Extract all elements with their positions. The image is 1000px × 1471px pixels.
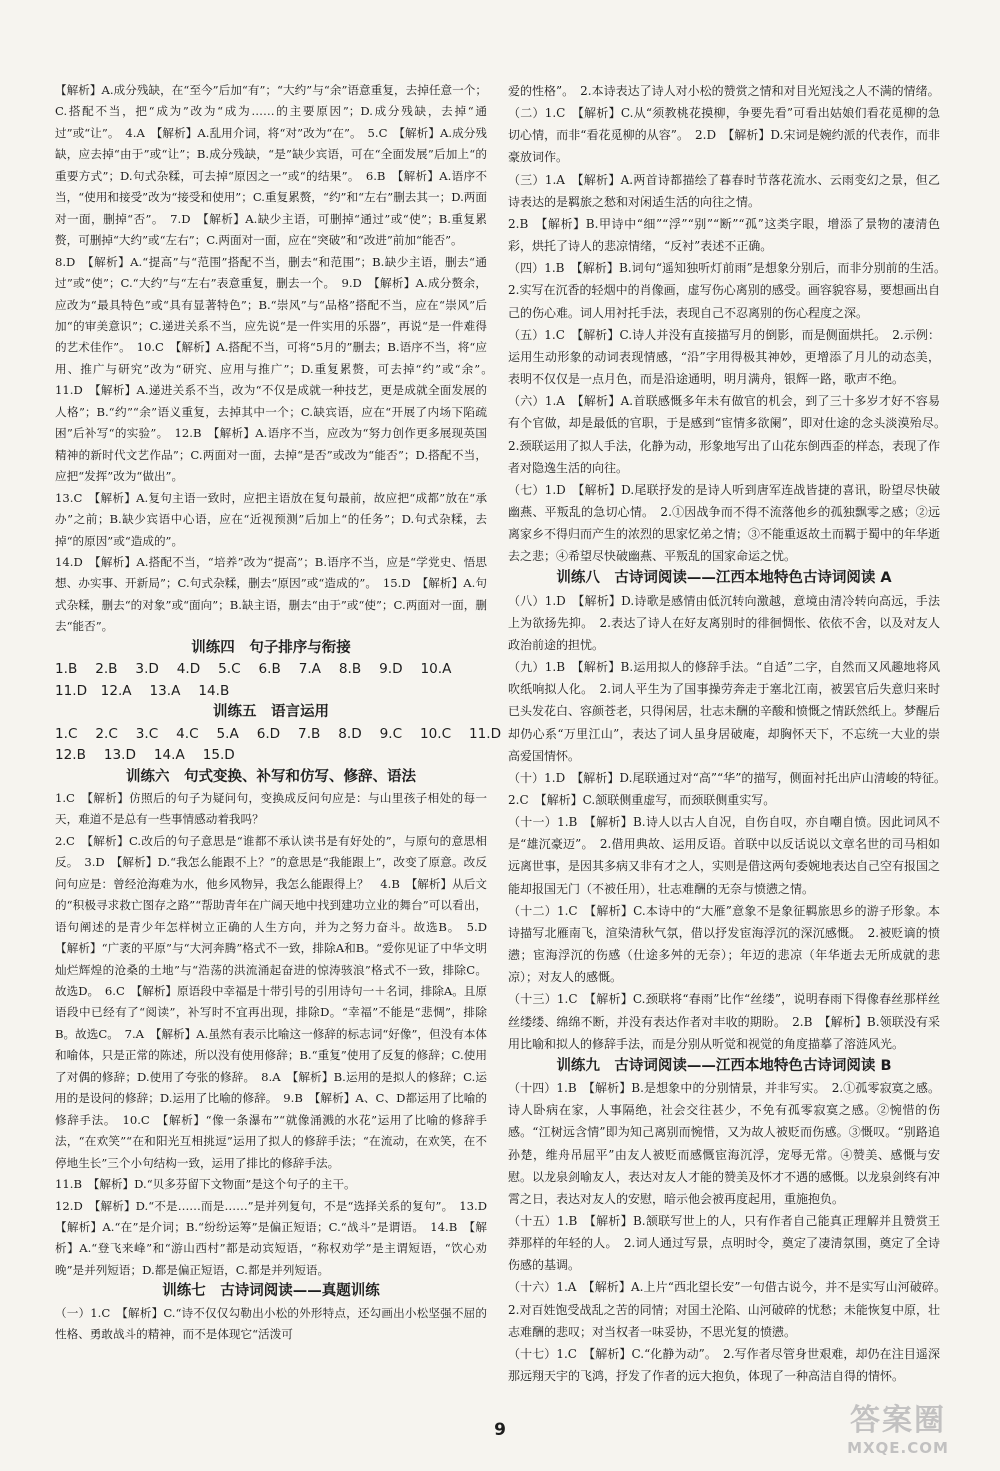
answer-paragraph: （二）1.C 【解析】C.从“须教桃花摸柳，争要先看”可看出姑娘们看花觅柳的急切心情，而非“看花觅柳的从容”。 2.D 【解析】D.宋词是婉约派的代表作，而非豪放词作。 bbox=[508, 106, 940, 165]
answer-paragraph: 1.C 【解析】仿照后的句子为疑问句，变换成反问句应是：与山里孩子相处的每一天，难道不是总有一些事情感动着我吗？ bbox=[55, 790, 487, 827]
answer-paragraph: （十二）1.C 【解析】C.本诗中的“大雁”意象不是象征羁旅思乡的游子形象。本诗描写北雁南飞，渲染清秋气氛，借以抒发宦海浮沉的深沉感慨。 2.被贬谪的愤懑；宦海浮沉的伤感（仕途多舛的无奈）；年迈的悲凉（年华逝去无所成就的悲凉）；对友人的感慨。 bbox=[508, 903, 940, 985]
watermark-title: 答案圈 bbox=[850, 1403, 946, 1438]
watermark-url: MXQE.COM bbox=[847, 1439, 949, 1457]
section-heading: 训练五 语言运用 bbox=[213, 704, 329, 721]
watermark-logo bbox=[818, 1395, 978, 1457]
answer-paragraph: （十七）1.C 【解析】C.“化静为动”。 2.写作者尽管身世艰难，却仍在注目遥深那远翔天宇的飞鸿，抒发了作者的远大抱负，体现了一种高洁自得的情怀。 bbox=[508, 1346, 940, 1384]
answer-paragraph: 2.C 【解析】C.改后的句子意思是“谁都不承认读书是有好处的”，与原句的意思相反。 3.D 【解析】D.“我怎么能跟不上？”的意思是“我能跟上”，改变了原意。改反问句应是：曾经沧海难为水，他乡风物异，我怎么能跟得上？ 4.B 【解析】从后文的“积极寻求救亡图存之路”“帮助青年在广阔天地中找到建功立业的舞台”可以看出，语句阐述的是青少年怎样树立正确的人生方向，并为之努力奋斗。故选B。 5.D 【解析】“广袤的平原”与“大河奔腾”格式不一致，排除A和B。“爱你见证了中华文明灿烂辉煌的沧桑的土地”与“浩荡的洪流涌起奋进的惊涛骇浪”格式不一致，排除C。故选D。 6.C 【解析】原语段中幸福是十带引号的引用诗句一＋名词，排除A。且原语段中已经有了“阅读”，补写时不宜再出现，排除D。“幸福”不能是“悲惆”，排除B。故选C。 7.A 【解析】A.虽然有表示比喻这一修辞的标志词“好像”，但没有本体和喻体，只是正常的陈述，所以没有使用修辞；B.“重复”使用了反复的修辞；C.使用了对偶的修辞；D.使用了夸张的修辞。 8.A 【解析】B.运用的是拟人的修辞；C.运用的是设问的修辞；D.运用了比喻的修辞。 9.B 【解析】A、C、D都运用了比喻的修辞手法。 10.C 【解析】“像一条瀑布”“就像涌溅的水花”运用了比喻的修辞手法，“在欢笑”“在和阳光互相挑逗”运用了拟人的修辞手法；“在流动，在欢笑，在不停地生长”三个小句结构一致，运用了排比的修辞手法。 bbox=[55, 833, 499, 1170]
answer-paragraph: （十六）1.A 【解析】A.上片“西北望长安”一句借古说今，并不是实写山河破碎。 2.对百姓饱受战乱之苦的同情；对国土沦陷、山河破碎的忧愁；未能恢复中原，壮志难酬的悲叹；对当权者一味妥协，不思光复的愤懑。 bbox=[508, 1280, 953, 1339]
section-heading: 训练八 古诗词阅读——江西本地特色古诗词阅读 A bbox=[556, 570, 892, 587]
answer-paragraph: （十）1.D 【解析】D.尾联通过对“高”“华”的描写，侧面衬托出庐山清峻的特征。 2.C 【解析】C.颔联侧重虚写，而颈联侧重实写。 bbox=[508, 770, 953, 807]
answer-paragraph: （六）1.A 【解析】A.首联感慨多年未有做官的机会，到了三十多岁才好不容易有个官做，却是最低的官职，于是感到“宦情多欲阑”，即对仕途的念头淡漠殆尽。 2.颈联运用了拟人手法，化静为动，形象地写出了山花东倒西歪的样态，表现了作者对隐逸生活的向往。 bbox=[508, 394, 953, 475]
section-heading: 训练七 古诗词阅读——真题训练 bbox=[162, 1283, 380, 1300]
answer-paragraph: （十四）1.B 【解析】B.是想象中的分别情景，并非写实。 2.①孤零寂寞之感。诗人卧病在家，人事隔绝，社会交往甚少，不免有孤零寂寞之感。②惋惜的伤感。“江树远含情”即为知己离别而惋惜，又为故人被贬而伤感。③慨叹。“别路追孙楚，维舟吊屈平”由友人被贬而感慨宦海沉浮，宠辱无常。④赞美、感慨与安慰。以龙泉剑喻友人，表达对友人才能的赞美及怀才不遇的感慨。以龙泉剑终有冲霄之日，表达对友人的安慰，暗示他会被再度起用，重施抱负。 bbox=[508, 1081, 941, 1206]
answer-paragraph: （一）1.C 【解析】C.“诗不仅仅勾勒出小松的外形特点，还勾画出小松坚强不屈的性格、勇敢战斗的精神，而不是体现它“活泼可 bbox=[55, 1305, 487, 1342]
left-column bbox=[55, 80, 502, 1346]
answer-paragraph: （十五）1.B 【解析】B.颔联写世上的人，只有作者自己能真正理解并且赞赏王莽那样的年轻的人。 2.词人通过写景，点明时令，奠定了凄清氛围，奠定了全诗伤感的基调。 bbox=[508, 1213, 940, 1273]
page-number: 9 bbox=[494, 1420, 506, 1440]
answer-grid: 1.B 2.B 3.D 4.D 5.C 6.B 7.A 8.B 9.D 10.A 11.D 12.A 13.A 14.B bbox=[55, 661, 452, 699]
answer-paragraph: （五）1.C 【解析】C.诗人并没有直接描写月的倒影，而是侧面烘托。 2.示例：运用生动形象的动词表现情感，“沿”字用得极其神妙，更增添了月儿的动态美，表明不仅仅是一点月色，而是沿途通明，明月满舟，银辉一路，歌声不绝。 bbox=[508, 327, 940, 387]
answer-paragraph: （八）1.D 【解析】D.诗歌是感情由低沉转向激越，意境由清冷转向高远，手法上为欲扬先抑。 2.表达了诗人在好友离别时的徘徊惆怅、依依不舍，以及对友人政治前途的担忧。 bbox=[508, 593, 940, 652]
answer-paragraph: 2.B 【解析】B.甲诗中“细”“浮”“别”“断”“孤”这类字眼，增添了景物的凄清色彩，烘托了诗人的悲凉情绪，“反衬”表述不正确。 bbox=[508, 216, 940, 254]
answer-grid: 1.C 2.C 3.C 4.C 5.A 6.D 7.B 8.D 9.C 10.C 11.D 12.B 13.D 14.A 15.D bbox=[55, 725, 502, 764]
answer-paragraph: 11.B 【解析】D.“贝多芬留下文物面”是这个句子的主干。 bbox=[55, 1177, 356, 1192]
answer-paragraph: 8.D 【解析】A.“提高”与“范围”搭配不当，删去“和范围”；B.缺少主语，删去“通过”或“使”；C.“大约”与“左右”表意重复，删去一个。 9.D 【解析】A.成分赘余，应改为“最具特色”或“具有显著特色”；B.“崇风”与“品格”搭配不当，应在“崇风”后加“的审美意识”；C.递进关系不当，应先说“是一件实用的乐器”，再说“是一件难得的艺术佳作”。 10.C 【解析】A.搭配不当，可将“5月的”删去；B.语序不当，将“应用、推广与研究”改为“研究、应用与推广”；D.重复累赘，可去掉“约”或“余”。 11.D 【解析】A.递进关系不当，改为“不仅是成就一种技艺，更是成就全面发展的人格”；B.“约”“余”语义重复，去掉其中一个；C.缺宾语，应在“开展了内场下陷疏困”后补写“的实验”。 12.B 【解析】A.语序不当，应改为“努力创作更多展现英国精神的新时代文艺作品”；C.两面对一面，去掉“是否”或改为“能否”；D.搭配不当，应把“发挥”改为“做出”。 bbox=[55, 254, 499, 484]
answer-paragraph: （四）1.B 【解析】B.词句“遥知独听灯前雨”是想象分别后，而非分别前的生活。 2.实写在沉香的轻烟中的肖像画，虚写伤心离别的感受。画容貌容易，要想画出自己的伤心难。词人用衬托手法，表现自己不忍离别的伤心程度之深。 bbox=[508, 261, 953, 320]
answer-paragraph: （三）1.A 【解析】A.两首诗都描绘了暮春时节落花流水、云雨变幻之景，但乙诗表达的是羁旅之愁和对闲适生活的向往之情。 bbox=[508, 172, 940, 209]
answer-paragraph: （九）1.B 【解析】B.运用拟人的修辞手法。“自适”二字，自然而又风趣地将风吹纸响拟人化。 2.词人平生为了国事操劳奔走于塞北江南，被罢官后失意归来时已头发花白、容颜苍老，只得闲居，壮志未酬的辛酸和愤慨之情跃然纸上。梦醒后却仍心系“万里江山”，表达了词人虽身居破庵，却胸怀天下，不忘统一大业的崇高爱国情怀。 bbox=[508, 660, 941, 763]
answer-paragraph: 14.D 【解析】A.搭配不当，“培养”改为“提高”；B.语序不当，应是“学党史、悟思想、办实事、开新局”；C.句式杂糅，删去“原因”或“造成的”。 15.D 【解析】A.句式杂糅，删去“的对象”或“面向”；B.缺主语，删去“由于”或“使”；C.两面对一面，删去“能否”。 bbox=[55, 554, 487, 634]
answer-paragraph: （十三）1.C 【解析】C.颈联将“春雨”比作“丝缕”，说明春雨下得像春丝那样丝丝缕缕、绵绵不断，并没有表达作者对丰收的期盼。 2.B 【解析】B.领联没有采用比喻和拟人的修辞手法，而是分别从听觉和视觉的角度描摹了溶涟风光。 bbox=[508, 992, 940, 1051]
answer-paragraph: 13.C 【解析】A.复句主语一致时，应把主语放在复句最前，故应把“成都”放在“承办”之前；B.缺少宾语中心语，应在“近视预测”后加上“的任务”；D.句式杂糅，去掉“的原因”或“造成的”。 bbox=[55, 490, 487, 548]
answer-paragraph: 爱的性格”。 2.本诗表达了诗人对小松的赞赏之情和对目光短浅之人不满的情绪。 bbox=[508, 84, 940, 98]
answer-paragraph: （七）1.D 【解析】D.尾联抒发的是诗人听到唐军连战皆捷的喜讯，盼望尽快破幽燕、平叛乱的急切心情。 2.①因战争而不得不流落他乡的孤独飘零之感；②远离家乡不得归而产生的浓烈的思家忆弟之情；③不能重返故土而羁于蜀中的年华逝去之悲；④希望尽快破幽燕、平叛乱的国家命运之忧。 bbox=[508, 482, 941, 564]
section-heading: 训练九 古诗词阅读——江西本地特色古诗词阅读 B bbox=[556, 1057, 892, 1074]
answer-paragraph: （十一）1.B 【解析】B.诗人以古人自况，自伤自叹，亦自嘲自愤。因此词风不是“雄沉豪迈”。 2.借用典故、运用反语。首联中以反话说以文章名世的司马相如远离世事，是因其多病又非有才之人，实则是借这两句委婉地表达自己空有报国之能却报国无门（不被任用），壮志难酬的无奈与愤懑之情。 bbox=[508, 815, 941, 896]
answer-paragraph: 12.D 【解析】D.“不是……而是……”是并列复句，不是“选择关系的复句”。 13.D 【解析】A.“在”是介词；B.“纷纷运筹”是偏正短语；C.“战斗”是谓语。 14.B 【解析】A.“登飞来峰”和“游山西村”都是动宾短语，“称权劝学”是主谓短语，“饮心劝晚”是并列短语；D.都是偏正短语，C.都是并列短语。 bbox=[55, 1198, 499, 1277]
section-heading: 训练四 句子排序与衔接 bbox=[191, 639, 351, 656]
right-column bbox=[508, 80, 953, 1387]
answer-paragraph: 【解析】A.成分残缺，在“至今”后加“有”；“大约”与“余”语意重复，去掉任意一个；C.搭配不当，把“成为”改为“成为……的主要原因”；D.成分残缺，去掉“通过”或“让”。 4.A 【解析】A.乱用介词，将“对”改为“在”。 5.C 【解析】A.成分残缺，应去掉“由于”或“让”；B.成分残缺，“是”缺少宾语，可在“全面发展”后加上“的重要方式”；D.句式杂糅，可去掉“原因之一”或“的结果”。 6.B 【解析】A.语序不当，“使用和接受”改为“接受和使用”；C.重复累赘，“约”和“左右”删去其一；D.两面对一面，删掉“否”。 7.D 【解析】A.缺少主语，可删掉“通过”或“使”；B.重复累赘，可删掉“大约”或“左右”；C.两面对一面，应在“突破”和“改进”前加“能否”。 bbox=[55, 83, 487, 248]
section-heading: 训练六 句式变换、补写和仿写、修辞、语法 bbox=[126, 768, 416, 785]
